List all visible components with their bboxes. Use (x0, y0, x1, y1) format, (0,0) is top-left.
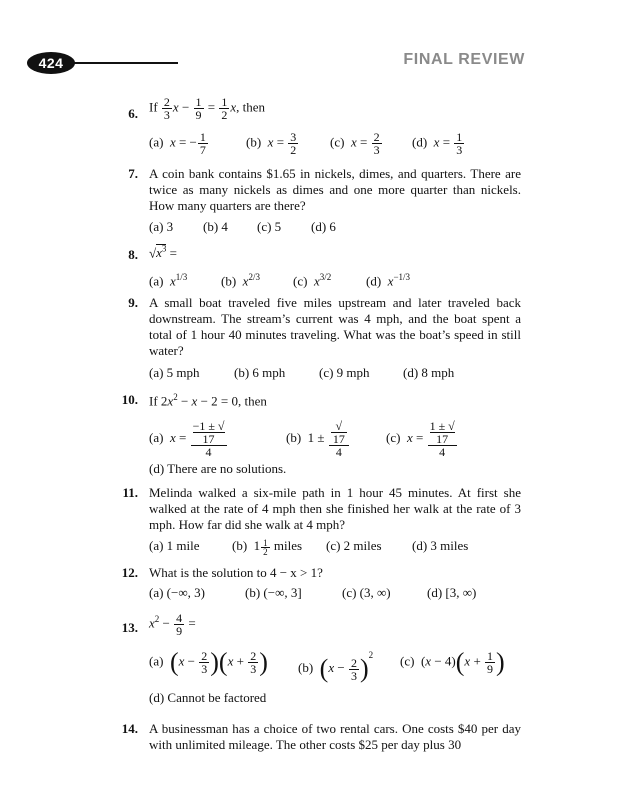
option-c: (c) x = $\frac{2}{3}$ (330, 130, 380, 157)
option-d: (d) There are no solutions. (149, 461, 287, 476)
question-13-text: $x^2$ − $\frac{4}{9}$ = (149, 611, 196, 638)
option-b: (b) 1 $\frac{1}{2}$ miles (232, 537, 303, 557)
question-number: 11. (122, 485, 138, 500)
option-b: (b) $x^{2/3}$ (221, 272, 260, 289)
option-b: (b) 4 (203, 219, 228, 234)
section-title: FINAL REVIEW (403, 51, 525, 68)
question-10-text: If $2x^2 - x - 2 = 0$, then (149, 392, 267, 409)
question-number: 6. (128, 106, 138, 121)
option-d: (d) $x^{-1/3}$ (366, 272, 411, 289)
question-number: 14. (121, 721, 138, 736)
option-a: (a) 1 mile (149, 538, 200, 553)
question-number: 9. (128, 295, 138, 310)
option-d: (d) 3 miles (412, 538, 469, 553)
question-12-text: What is the solution to 4 − x > 1? (149, 565, 323, 580)
option-a: (a) (x − $\frac{2}{3}$ )(x + $\frac{2}{3}$ ) (149, 647, 268, 677)
option-c: (c) 5 (257, 219, 282, 234)
question-number: 7. (128, 166, 138, 181)
option-c: (c) $x^{3/2}$ (293, 272, 332, 289)
page-number: 424 (27, 52, 75, 74)
question-number: 10. (121, 392, 138, 407)
question-14-text: A businessman has a choice of two rental cars. One costs $40 per day with unlimited mileage. The other costs $25 per day plus 30 (149, 721, 521, 752)
option-b: (b) (x − $\frac{2}{3}$ )$^2$ (298, 650, 374, 684)
option-b: (b) 1 ± √ 17 4 (286, 420, 350, 458)
option-a: (a) $x^{1/3}$ (149, 272, 188, 289)
question-8-text: $√x^3$ = (149, 244, 178, 261)
option-c: (c) 2 miles (326, 538, 382, 553)
option-b: (b) x = $\frac{3}{2}$ (246, 130, 297, 157)
question-6-text: If $\frac{2}{3}$ x − $\frac{1}{9}$ = $\frac{1}{2}$ x, then (149, 95, 266, 122)
question-9-text: A small boat traveled five miles upstream and later traveled back downstream. The stream’s current was 4 mph, and the boat spent a total of 1 hour 40 minutes traveling. What was the boat’s speed in still water? (149, 295, 521, 358)
option-b: (b) (−∞, 3] (245, 585, 302, 600)
option-d: (d) x = $\frac{1}{3}$ (412, 130, 463, 157)
question-number: 13. (121, 620, 138, 635)
option-a: (a) (−∞, 3) (149, 585, 205, 600)
question-number: 8. (128, 247, 138, 262)
option-b: (b) 6 mph (234, 365, 286, 380)
option-a: (a) x = − $\frac{1}{7}$ (149, 130, 206, 157)
option-c: (c) 9 mph (319, 365, 370, 380)
question-number: 12. (121, 565, 138, 580)
header-rule (70, 62, 178, 64)
option-d: (d) [3, ∞) (427, 585, 477, 600)
option-c: (c) x = 1 ± √ 17 4 (386, 419, 455, 459)
question-7-text: A coin bank contains $1.65 in nickels, dimes, and quarters. There are twice as many nickels as dimes and one more quarter than nickels. How many quarters are there? (149, 166, 521, 213)
option-a: (a) 5 mph (149, 365, 200, 380)
option-a: (a) x = −1 ± √ 17 4 (149, 419, 225, 459)
option-d: (d) 8 mph (403, 365, 455, 380)
option-d: (d) Cannot be factored (149, 690, 267, 705)
option-c: (c) (3, ∞) (342, 585, 391, 600)
option-a: (a) 3 (149, 219, 174, 234)
option-d: (d) 6 (311, 219, 336, 234)
option-c: (c) (x − 4)(x + $\frac{1}{9}$ ) (400, 647, 505, 677)
question-11-text: Melinda walked a six-mile path in 1 hour 45 minutes. At first she walked at the rate of 4 mph then she finished her walk at the rate of 3 mph. How far did she walk at 4 mph? (149, 485, 521, 532)
